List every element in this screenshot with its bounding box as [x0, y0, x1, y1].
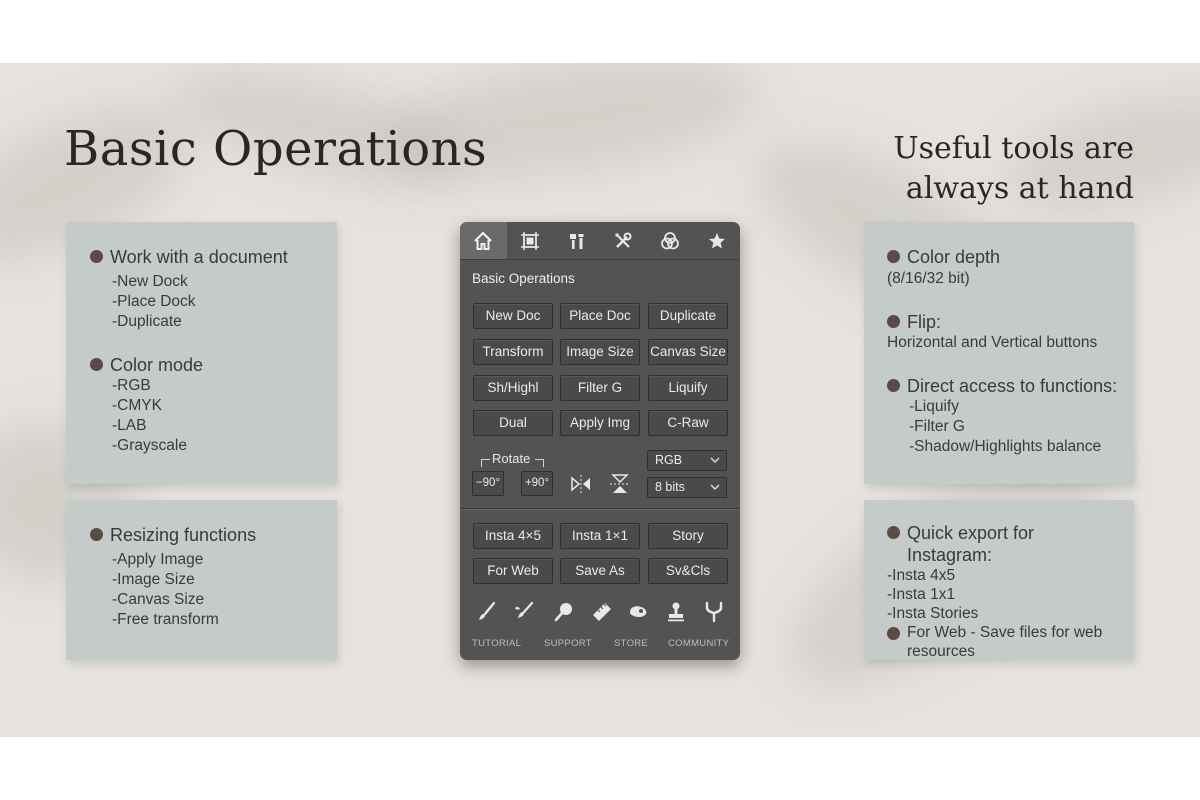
brush-double-icon[interactable] [512, 600, 536, 624]
shadow-highlights-button[interactable]: Sh/Highl [473, 375, 553, 401]
store-link[interactable]: STORE [614, 638, 649, 649]
rotate-bracket-left [481, 459, 490, 467]
tab-color[interactable] [647, 222, 694, 260]
plugin-panel [460, 222, 740, 660]
list-item: -LAB [112, 417, 147, 434]
tab-home[interactable] [460, 222, 507, 260]
direct-access-items [887, 397, 1134, 457]
color-mode-select[interactable] [647, 450, 727, 471]
liquify-button[interactable]: Liquify [648, 375, 728, 401]
artboard-icon [521, 232, 539, 250]
dual-button[interactable]: Dual [473, 410, 553, 436]
for-web-button[interactable]: For Web [473, 558, 553, 584]
save-as-button[interactable]: Save As [560, 558, 640, 584]
tagline [893, 129, 1134, 209]
list-item: -Canvas Size [112, 591, 205, 608]
brush-icon[interactable] [475, 600, 499, 624]
list-item: -Apply Image [112, 551, 204, 568]
insta-4x5-button[interactable]: Insta 4×5 [473, 523, 553, 549]
resizing-items [90, 546, 337, 630]
ruler-icon[interactable] [590, 600, 614, 624]
bullet-quick-export: Quick export for Instagram: [887, 522, 1122, 566]
home-icon [473, 231, 493, 251]
list-item: -New Dock [112, 273, 188, 290]
color-mode-items [90, 376, 337, 456]
rotate-label: Rotate [492, 451, 531, 466]
card-document-color [66, 222, 337, 484]
list-item: -Filter G [909, 418, 965, 435]
document-items [90, 268, 337, 332]
star-icon [708, 232, 726, 250]
list-item: -Place Dock [112, 293, 196, 310]
color-circles-icon [660, 231, 680, 251]
tab-artboard[interactable] [507, 222, 554, 260]
bullet-color-depth: Color depth [887, 246, 1134, 268]
panel-tab-bar [460, 222, 740, 260]
flip-horizontal-icon[interactable] [568, 472, 594, 496]
chevron-down-icon [710, 484, 720, 491]
filter-g-button[interactable]: Filter G [560, 375, 640, 401]
story-button[interactable]: Story [648, 523, 728, 549]
save-and-close-button[interactable]: Sv&Cls [648, 558, 728, 584]
tagline-line-2: always at hand [905, 171, 1134, 206]
footer-icon-row [470, 600, 730, 626]
bullet-for-web: For Web - Save files for web resources [887, 623, 1122, 661]
canvas-size-button[interactable]: Canvas Size [648, 339, 728, 365]
tools-icon [568, 232, 586, 250]
list-item: -CMYK [112, 397, 162, 414]
fork-icon[interactable] [702, 600, 726, 624]
rotate-bracket-right [535, 459, 544, 467]
bit-depth-value: 8 bits [655, 480, 685, 494]
bullet-color-mode: Color mode [90, 354, 337, 376]
card-quick-export [864, 500, 1134, 660]
list-item: -Insta Stories [887, 605, 979, 622]
new-doc-button[interactable]: New Doc [473, 303, 553, 329]
list-item: -RGB [112, 377, 151, 394]
eraser-icon[interactable] [626, 600, 650, 624]
list-item: -Grayscale [112, 437, 187, 454]
rotate-plus-90-button[interactable]: +90° [521, 471, 553, 496]
color-mode-value: RGB [655, 453, 683, 467]
card-resizing [66, 500, 337, 660]
page-title: Basic Operations [64, 121, 488, 177]
list-item: -Duplicate [112, 313, 182, 330]
community-link[interactable]: COMMUNITY [668, 638, 730, 649]
apply-img-button[interactable]: Apply Img [560, 410, 640, 436]
bullet-direct-access: Direct access to functions: [887, 375, 1134, 397]
list-item: -Insta 1x1 [887, 586, 956, 603]
c-raw-button[interactable]: C-Raw [648, 410, 728, 436]
bullet-resizing-functions: Resizing functions [90, 524, 337, 546]
tagline-line-1: Useful tools are [893, 131, 1134, 166]
search-icon[interactable] [552, 600, 576, 624]
transform-button[interactable]: Transform [473, 339, 553, 365]
card-depth-flip-access [864, 222, 1134, 484]
list-item: -Liquify [909, 398, 959, 415]
list-item: -Shadow/Highlights balance [909, 438, 1102, 455]
background-stage [0, 63, 1200, 737]
list-item: -Image Size [112, 571, 195, 588]
rotate-minus-90-button[interactable]: −90° [472, 471, 504, 496]
panel-title: Basic Operations [472, 271, 575, 286]
tutorial-link[interactable]: TUTORIAL [472, 638, 522, 649]
insta-1x1-button[interactable]: Insta 1×1 [560, 523, 640, 549]
stamp-icon[interactable] [664, 600, 688, 624]
tab-wrench-screwdriver[interactable] [600, 222, 647, 260]
color-depth-values: (8/16/32 bit) [887, 270, 970, 287]
support-link[interactable]: SUPPORT [544, 638, 592, 649]
chevron-down-icon [710, 457, 720, 464]
flip-vertical-icon[interactable] [607, 472, 633, 496]
list-item: -Insta 4x5 [887, 567, 956, 584]
tab-tools[interactable] [553, 222, 600, 260]
flip-description: Horizontal and Vertical buttons [887, 334, 1098, 351]
wrench-screwdriver-icon [614, 232, 632, 250]
tab-favorites[interactable] [693, 222, 740, 260]
image-size-button[interactable]: Image Size [560, 339, 640, 365]
place-doc-button[interactable]: Place Doc [560, 303, 640, 329]
bit-depth-select[interactable] [647, 477, 727, 498]
bullet-flip: Flip: [887, 311, 1134, 333]
list-item: -Free transform [112, 611, 219, 628]
bullet-work-with-document: Work with a document [90, 246, 337, 268]
panel-divider-highlight [460, 509, 740, 510]
duplicate-button[interactable]: Duplicate [648, 303, 728, 329]
